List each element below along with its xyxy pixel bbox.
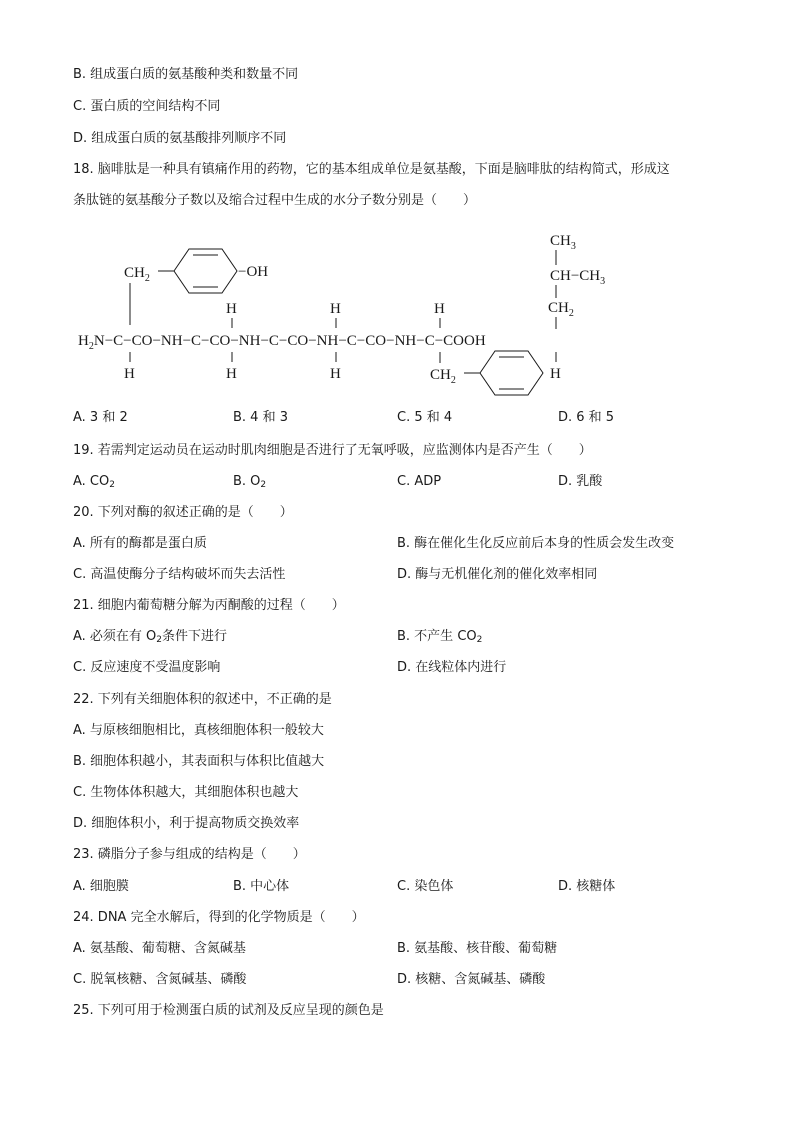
q18-stem-line2: 条肽链的氨基酸分子数以及缩合过程中生成的水分子数分别是（ ）: [73, 193, 477, 208]
q19-stem: 19. 若需判定运动员在运动时肌肉细胞是否进行了无氧呼吸，应监测体内是否产生（ ）: [73, 443, 592, 458]
q18-option-a: A. 3 和 2: [73, 410, 128, 425]
q20-option-a: A. 所有的酶都是蛋白质: [73, 536, 207, 551]
q22-option-c: C. 生物体体积越大，其细胞体积也越大: [73, 785, 299, 800]
formula-oh: −OH: [238, 264, 269, 280]
q23-option-d: D. 核糖体: [558, 879, 616, 894]
q19-option-a: A. $CO_2$: [73, 474, 115, 490]
formula-h-above-3: H: [330, 301, 341, 317]
q22-option-d: D. 细胞体积小，利于提高物质交换效率: [73, 816, 300, 831]
q18-option-d: D. 6 和 5: [558, 410, 615, 425]
enkephalin-structure-diagram: [0, 225, 794, 415]
q17-option-d: D. 组成蛋白质的氨基酸排列顺序不同: [73, 131, 287, 146]
q21-option-c: C. 反应速度不受温度影响: [73, 660, 221, 675]
formula-h-below-2: H: [226, 366, 237, 382]
formula-h-above-4: H: [434, 301, 445, 317]
formula-ch2-bottom: $CH_2$: [430, 367, 456, 386]
q23-option-c: C. 染色体: [397, 879, 454, 894]
q17-option-c: C. 蛋白质的空间结构不同: [73, 99, 221, 114]
formula-h-below-5: H: [550, 366, 561, 382]
q18-stem-line1: 18. 脑啡肽是一种具有镇痛作用的药物，它的基本组成单位是氨基酸，下面是脑啡肽的结构简式，形成这: [73, 162, 670, 177]
q21-option-d: D. 在线粒体内进行: [397, 660, 507, 675]
q20-option-c: C. 高温使酶分子结构破坏而失去活性: [73, 567, 286, 582]
q19-option-d: D. 乳酸: [558, 474, 603, 489]
benzene-ring-bottom: [480, 351, 543, 395]
q20-option-d: D. 酶与无机催化剂的催化效率相同: [397, 567, 598, 582]
formula-ch2-right: $CH_2$: [548, 300, 574, 319]
q21-option-a: A. 必须在有 $O_2$条件下进行: [73, 629, 228, 645]
q17-option-b: B. 组成蛋白质的氨基酸种类和数量不同: [73, 67, 299, 82]
q20-option-b: B. 酶在催化生化反应前后本身的性质会发生改变: [397, 536, 675, 551]
q24-option-a: A. 氨基酸、葡萄糖、含氮碱基: [73, 941, 246, 956]
q19-option-b: B. $O_2$: [233, 474, 267, 490]
q23-option-a: A. 细胞膜: [73, 879, 129, 894]
formula-main-chain: $H_2N-C-CO-NH-C-CO-NH-C-CO-NH-C-CO-NH-C-COOH$: [78, 333, 486, 352]
q21-option-b: B. 不产生 $CO_2$: [397, 629, 483, 645]
q24-stem: 24. DNA 完全水解后，得到的化学物质是（ ）: [73, 910, 365, 925]
formula-h-below-3: H: [330, 366, 341, 382]
formula-h-below-1: H: [124, 366, 135, 382]
formula-ch2-top: $CH_2$: [124, 265, 150, 284]
q23-stem: 23. 磷脂分子参与组成的结构是（ ）: [73, 847, 306, 862]
q18-option-b: B. 4 和 3: [233, 410, 288, 425]
q24-option-b: B. 氨基酸、核苷酸、葡萄糖: [397, 941, 558, 956]
q22-option-b: B. 细胞体积越小，其表面积与体积比值越大: [73, 754, 325, 769]
q22-stem: 22. 下列有关细胞体积的叙述中，不正确的是: [73, 692, 332, 707]
q23-option-b: B. 中心体: [233, 879, 290, 894]
q25-stem: 25. 下列可用于检测蛋白质的试剂及反应呈现的颜色是: [73, 1003, 384, 1018]
q24-option-c: C. 脱氧核糖、含氮碱基、磷酸: [73, 972, 247, 987]
benzene-ring-top: [174, 249, 237, 293]
q22-option-a: A. 与原核细胞相比，真核细胞体积一般较大: [73, 723, 324, 738]
q20-stem: 20. 下列对酶的叙述正确的是（ ）: [73, 505, 293, 520]
q24-option-d: D. 核糖、含氮碱基、磷酸: [397, 972, 546, 987]
formula-h-above-2: H: [226, 301, 237, 317]
formula-ch-ch3: $CH-CH_3$: [550, 268, 606, 287]
q19-option-c: C. ADP: [397, 474, 442, 489]
formula-ch3-top: $CH_3$: [550, 233, 576, 252]
q18-option-c: C. 5 和 4: [397, 410, 453, 425]
q21-stem: 21. 细胞内葡萄糖分解为丙酮酸的过程（ ）: [73, 598, 345, 613]
